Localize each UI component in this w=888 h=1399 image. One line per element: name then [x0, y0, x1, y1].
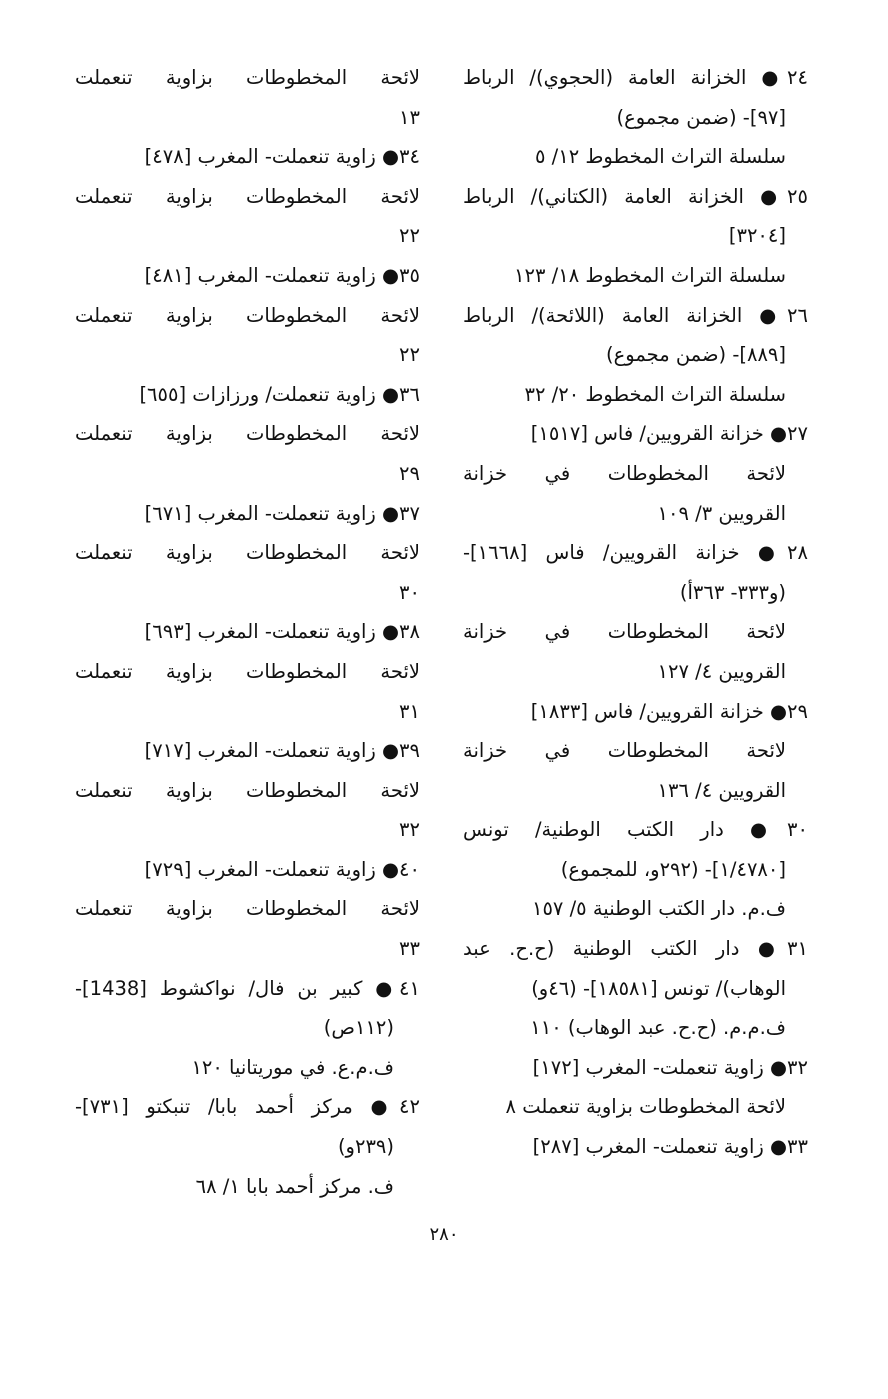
- catalog-line: ٣٠● دار الكتب الوطنية/ تونس: [463, 818, 808, 842]
- catalog-line: ٢٢: [399, 343, 420, 367]
- catalog-line: الوهاب)/ تونس [١٨٥٨١]- (٤٦و): [531, 976, 786, 1000]
- catalog-line: ٣٧● زاوية تنعملت- المغرب [٦٧١]: [144, 501, 420, 525]
- catalog-line: القرويين ٤/ ١٣٦: [657, 778, 786, 802]
- catalog-line: لائحة المخطوطات بزاوية تنعملت: [75, 659, 420, 683]
- catalog-line: [٣٢٠٤]: [728, 224, 786, 248]
- catalog-line: ٣٣● زاوية تنعملت- المغرب [٢٨٧]: [532, 1135, 808, 1159]
- catalog-line: ٣٢● زاوية تنعملت- المغرب [١٧٢]: [532, 1055, 808, 1079]
- catalog-line: ٣٩● زاوية تنعملت- المغرب [٧١٧]: [144, 739, 420, 763]
- catalog-line: ٣٣: [399, 937, 420, 961]
- catalog-line: لائحة المخطوطات بزاوية تنعملت: [75, 778, 420, 802]
- catalog-line: ٣١: [399, 699, 420, 723]
- catalog-line: لائحة المخطوطات في خزانة: [463, 739, 786, 763]
- left-column: [75, 58, 420, 1206]
- catalog-line: ٤١● كبير بن فال/ نواكشوط [1438]-: [75, 976, 420, 1000]
- catalog-line: ٢٤● الخزانة العامة (الحجوي)/ الرباط: [463, 66, 808, 89]
- catalog-line: (و٣٣٣- ٣٦٣أ): [679, 580, 786, 604]
- catalog-line: ٣٢: [399, 818, 420, 842]
- page-number: ٢٨٠: [429, 1224, 459, 1245]
- catalog-line: ٢٨● خزانة القرويين/ فاس [١٦٦٨]-: [463, 541, 808, 565]
- catalog-line: ف.م. دار الكتب الوطنية ٥/ ١٥٧: [531, 897, 786, 921]
- catalog-line: ٣١● دار الكتب الوطنية (ح.ح. عبد: [463, 937, 808, 961]
- catalog-line: سلسلة التراث المخطوط ١٢/ ٥: [534, 145, 786, 169]
- catalog-line: ٢٧● خزانة القرويين/ فاس [١٥١٧]: [530, 422, 808, 446]
- catalog-line: لائحة المخطوطات بزاوية تنعملت: [75, 422, 420, 446]
- catalog-line: ف.م.ع. في موريتانيا ١٢٠: [191, 1055, 394, 1079]
- catalog-line: ٣٤● زاوية تنعملت- المغرب [٤٧٨]: [144, 145, 420, 169]
- catalog-line: [١/٤٧٨٠]- (٢٩٢و، للمجموع): [560, 857, 786, 881]
- catalog-line: سلسلة التراث المخطوط ١٨/ ١٢٣: [514, 263, 786, 287]
- catalog-line: لائحة المخطوطات بزاوية تنعملت ٨: [505, 1095, 786, 1119]
- catalog-line: ٢٦● الخزانة العامة (اللائحة)/ الرباط: [463, 303, 808, 327]
- catalog-line: [٩٧]- (ضمن مجموع): [616, 105, 786, 129]
- catalog-line: ٢٥● الخزانة العامة (الكتاني)/ الرباط: [463, 184, 808, 208]
- catalog-line: ٣٦● زاوية تنعملت/ ورزازات [٦٥٥]: [139, 382, 420, 406]
- catalog-line: ٤٠● زاوية تنعملت- المغرب [٧٢٩]: [144, 857, 420, 881]
- catalog-line: ٢٢: [399, 224, 420, 248]
- catalog-line: (٢٣٩و): [337, 1135, 394, 1159]
- catalog-line: لائحة المخطوطات بزاوية تنعملت: [75, 66, 420, 89]
- catalog-line: ٣٠: [399, 580, 420, 604]
- catalog-line: لائحة المخطوطات بزاوية تنعملت: [75, 184, 420, 208]
- catalog-line: ١٣: [399, 105, 420, 129]
- catalog-line: ٢٩● خزانة القرويين/ فاس [١٨٣٣]: [530, 699, 808, 723]
- catalog-line: [٨٨٩]- (ضمن مجموع): [606, 343, 786, 367]
- catalog-line: ٣٥● زاوية تنعملت- المغرب [٤٨١]: [144, 263, 420, 287]
- catalog-line: سلسلة التراث المخطوط ٢٠/ ٣٢: [524, 382, 786, 406]
- catalog-line: القرويين ٣/ ١٠٩: [657, 501, 786, 525]
- catalog-line: ٤٢● مركز أحمد بابا/ تنبكتو [٧٣١]-: [75, 1095, 420, 1119]
- catalog-line: لائحة المخطوطات بزاوية تنعملت: [75, 303, 420, 327]
- catalog-line: لائحة المخطوطات بزاوية تنعملت: [75, 897, 420, 921]
- catalog-line: لائحة المخطوطات في خزانة: [463, 461, 786, 485]
- catalog-line: لائحة المخطوطات في خزانة: [463, 620, 786, 644]
- catalog-line: ٣٨● زاوية تنعملت- المغرب [٦٩٣]: [144, 620, 420, 644]
- catalog-line: ف.م.م. (ح.ح. عبد الوهاب) ١١٠: [530, 1016, 786, 1040]
- right-column: [463, 58, 808, 1167]
- catalog-line: (١١٢ص): [323, 1016, 394, 1040]
- catalog-line: ٢٩: [399, 461, 420, 485]
- catalog-line: ف. مركز أحمد بابا ١/ ٦٨: [195, 1174, 394, 1198]
- catalog-line: لائحة المخطوطات بزاوية تنعملت: [75, 541, 420, 565]
- catalog-line: القرويين ٤/ ١٢٧: [657, 659, 786, 683]
